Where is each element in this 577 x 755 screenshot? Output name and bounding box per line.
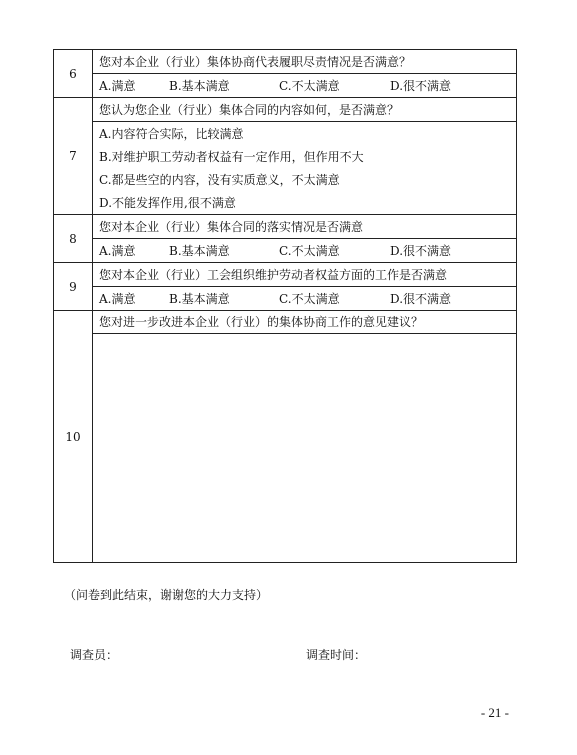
option[interactable]: B.基本满意 [169, 243, 230, 258]
option[interactable]: A.满意 [99, 291, 136, 306]
option[interactable]: A.满意 [99, 243, 136, 258]
options-row [54, 74, 517, 98]
question-text: 您对本企业（行业）工会组织维护劳动者权益方面的工作是否满意 [93, 263, 517, 287]
investigator-label: 调查员： [70, 648, 119, 662]
question-text: 您对进一步改进本企业（行业）的集体协商工作的意见建议？ [93, 311, 517, 334]
option[interactable]: C.不太满意 [279, 291, 340, 306]
question-number: 7 [54, 98, 93, 215]
option[interactable]: B.基本满意 [169, 291, 230, 306]
page-number: - 21 - [480, 705, 509, 720]
options-row [54, 122, 517, 146]
option[interactable]: D.很不满意 [390, 243, 452, 258]
options-cell [93, 239, 517, 263]
question-number: 10 [54, 311, 93, 563]
survey-table [53, 49, 517, 563]
option[interactable]: C.都是些空的内容，没有实质意义，不太满意 [93, 168, 517, 191]
question-row [54, 50, 517, 74]
question-row [54, 263, 517, 287]
question-text: 您对本企业（行业）集体协商代表履职尽责情况是否满意？ [93, 50, 517, 74]
option[interactable]: B.基本满意 [169, 78, 230, 93]
closing-note: （问卷到此结束，谢谢您的大力支持） [64, 588, 269, 602]
question-row [54, 98, 517, 122]
options-cell [93, 74, 517, 98]
option[interactable]: B.对维护职工劳动者权益有一定作用，但作用不大 [93, 145, 517, 168]
options-row [54, 191, 517, 215]
option[interactable]: D.很不满意 [390, 291, 452, 306]
question-text: 您认为您企业（行业）集体合同的内容如何，是否满意？ [93, 98, 517, 122]
options-row [54, 168, 517, 191]
answer-row [54, 334, 517, 563]
option[interactable]: A.内容符合实际，比较满意 [93, 122, 517, 146]
question-text: 您对本企业（行业）集体合同的落实情况是否满意 [93, 215, 517, 239]
option[interactable]: C.不太满意 [279, 78, 340, 93]
question-row [54, 311, 517, 334]
option[interactable]: D.不能发挥作用,很不满意 [93, 191, 517, 215]
option[interactable]: C.不太满意 [279, 243, 340, 258]
survey-time-label: 调查时间： [306, 648, 367, 662]
question-number: 9 [54, 263, 93, 311]
question-number: 6 [54, 50, 93, 98]
options-cell [93, 287, 517, 311]
option[interactable]: D.很不满意 [390, 78, 452, 93]
question-number: 8 [54, 215, 93, 263]
answer-area[interactable] [93, 334, 517, 563]
options-row [54, 239, 517, 263]
options-row [54, 145, 517, 168]
option[interactable]: A.满意 [99, 78, 136, 93]
options-row [54, 287, 517, 311]
question-row [54, 215, 517, 239]
